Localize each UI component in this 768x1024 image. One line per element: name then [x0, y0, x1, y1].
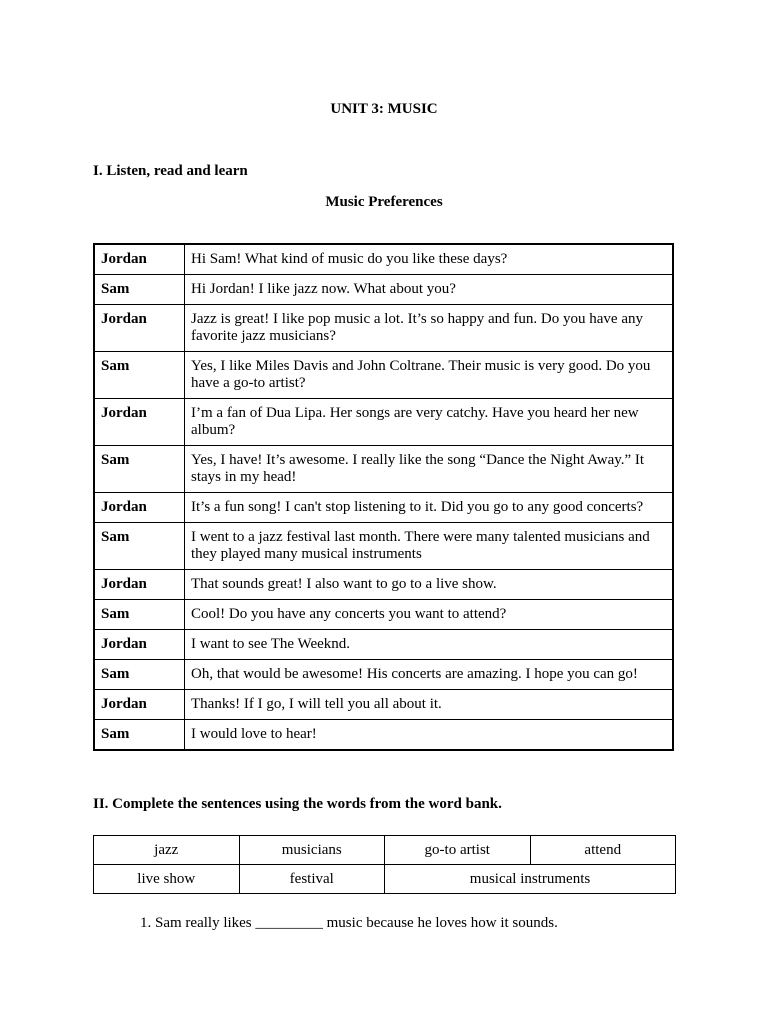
speaker-name: Sam — [94, 660, 185, 690]
dialogue-row — [94, 630, 673, 660]
dialogue-row — [94, 600, 673, 630]
dialogue-row — [94, 352, 673, 399]
dialogue-line: Yes, I like Miles Davis and John Coltrane. Their music is very good. Do you have a go-to artist? — [185, 352, 674, 399]
dialogue-line: Cool! Do you have any concerts you want to attend? — [185, 600, 674, 630]
dialogue-line: Oh, that would be awesome! His concerts are amazing. I hope you can go! — [185, 660, 674, 690]
speaker-name: Sam — [94, 720, 185, 751]
word-bank-cell: musical instruments — [385, 865, 676, 894]
dialogue-row — [94, 523, 673, 570]
speaker-name: Jordan — [94, 570, 185, 600]
speaker-name: Jordan — [94, 305, 185, 352]
speaker-name: Jordan — [94, 630, 185, 660]
dialogue-title: Music Preferences — [325, 194, 443, 210]
dialogue-row — [94, 305, 673, 352]
dialogue-row — [94, 570, 673, 600]
word-bank-cell: festival — [239, 865, 385, 894]
dialogue-line: Hi Sam! What kind of music do you like these days? — [185, 244, 674, 275]
speaker-name: Jordan — [94, 690, 185, 720]
dialogue-line: I would love to hear! — [185, 720, 674, 751]
speaker-name: Sam — [94, 523, 185, 570]
word-bank-cell: attend — [530, 836, 676, 865]
speaker-name: Sam — [94, 600, 185, 630]
dialogue-row — [94, 720, 673, 751]
dialogue-row — [94, 660, 673, 690]
word-bank-cell: live show — [94, 865, 240, 894]
word-bank-cell: go-to artist — [385, 836, 531, 865]
dialogue-line: Jazz is great! I like pop music a lot. It’s so happy and fun. Do you have any favorite jazz musicians? — [185, 305, 674, 352]
word-bank-cell: jazz — [94, 836, 240, 865]
speaker-name: Sam — [94, 352, 185, 399]
dialogue-line: Hi Jordan! I like jazz now. What about you? — [185, 275, 674, 305]
speaker-name: Jordan — [94, 399, 185, 446]
word-bank-table — [93, 835, 676, 894]
dialogue-line: That sounds great! I also want to go to a live show. — [185, 570, 674, 600]
section-heading-listen-read-learn: I. Listen, read and learn — [93, 163, 248, 179]
speaker-name: Jordan — [94, 244, 185, 275]
speaker-name: Jordan — [94, 493, 185, 523]
dialogue-line: Thanks! If I go, I will tell you all about it. — [185, 690, 674, 720]
dialogue-line: Yes, I have! It’s awesome. I really like the song “Dance the Night Away.” It stays in my head! — [185, 446, 674, 493]
section-heading-complete-sentences: II. Complete the sentences using the words from the word bank. — [93, 796, 502, 812]
exercise-item-1: 1. Sam really likes _________ music because he loves how it sounds. — [140, 915, 558, 931]
word-bank-row — [94, 865, 676, 894]
word-bank-row — [94, 836, 676, 865]
dialogue-table — [93, 243, 674, 751]
dialogue-line: I want to see The Weeknd. — [185, 630, 674, 660]
dialogue-row — [94, 244, 673, 275]
dialogue-line: I went to a jazz festival last month. There were many talented musicians and they played many musical instruments — [185, 523, 674, 570]
speaker-name: Sam — [94, 275, 185, 305]
dialogue-row — [94, 446, 673, 493]
unit-title: UNIT 3: MUSIC — [330, 101, 438, 117]
dialogue-line: It’s a fun song! I can't stop listening to it. Did you go to any good concerts? — [185, 493, 674, 523]
dialogue-row — [94, 399, 673, 446]
dialogue-line: I’m a fan of Dua Lipa. Her songs are very catchy. Have you heard her new album? — [185, 399, 674, 446]
speaker-name: Sam — [94, 446, 185, 493]
dialogue-row — [94, 275, 673, 305]
dialogue-row — [94, 493, 673, 523]
word-bank-cell: musicians — [239, 836, 385, 865]
dialogue-row — [94, 690, 673, 720]
